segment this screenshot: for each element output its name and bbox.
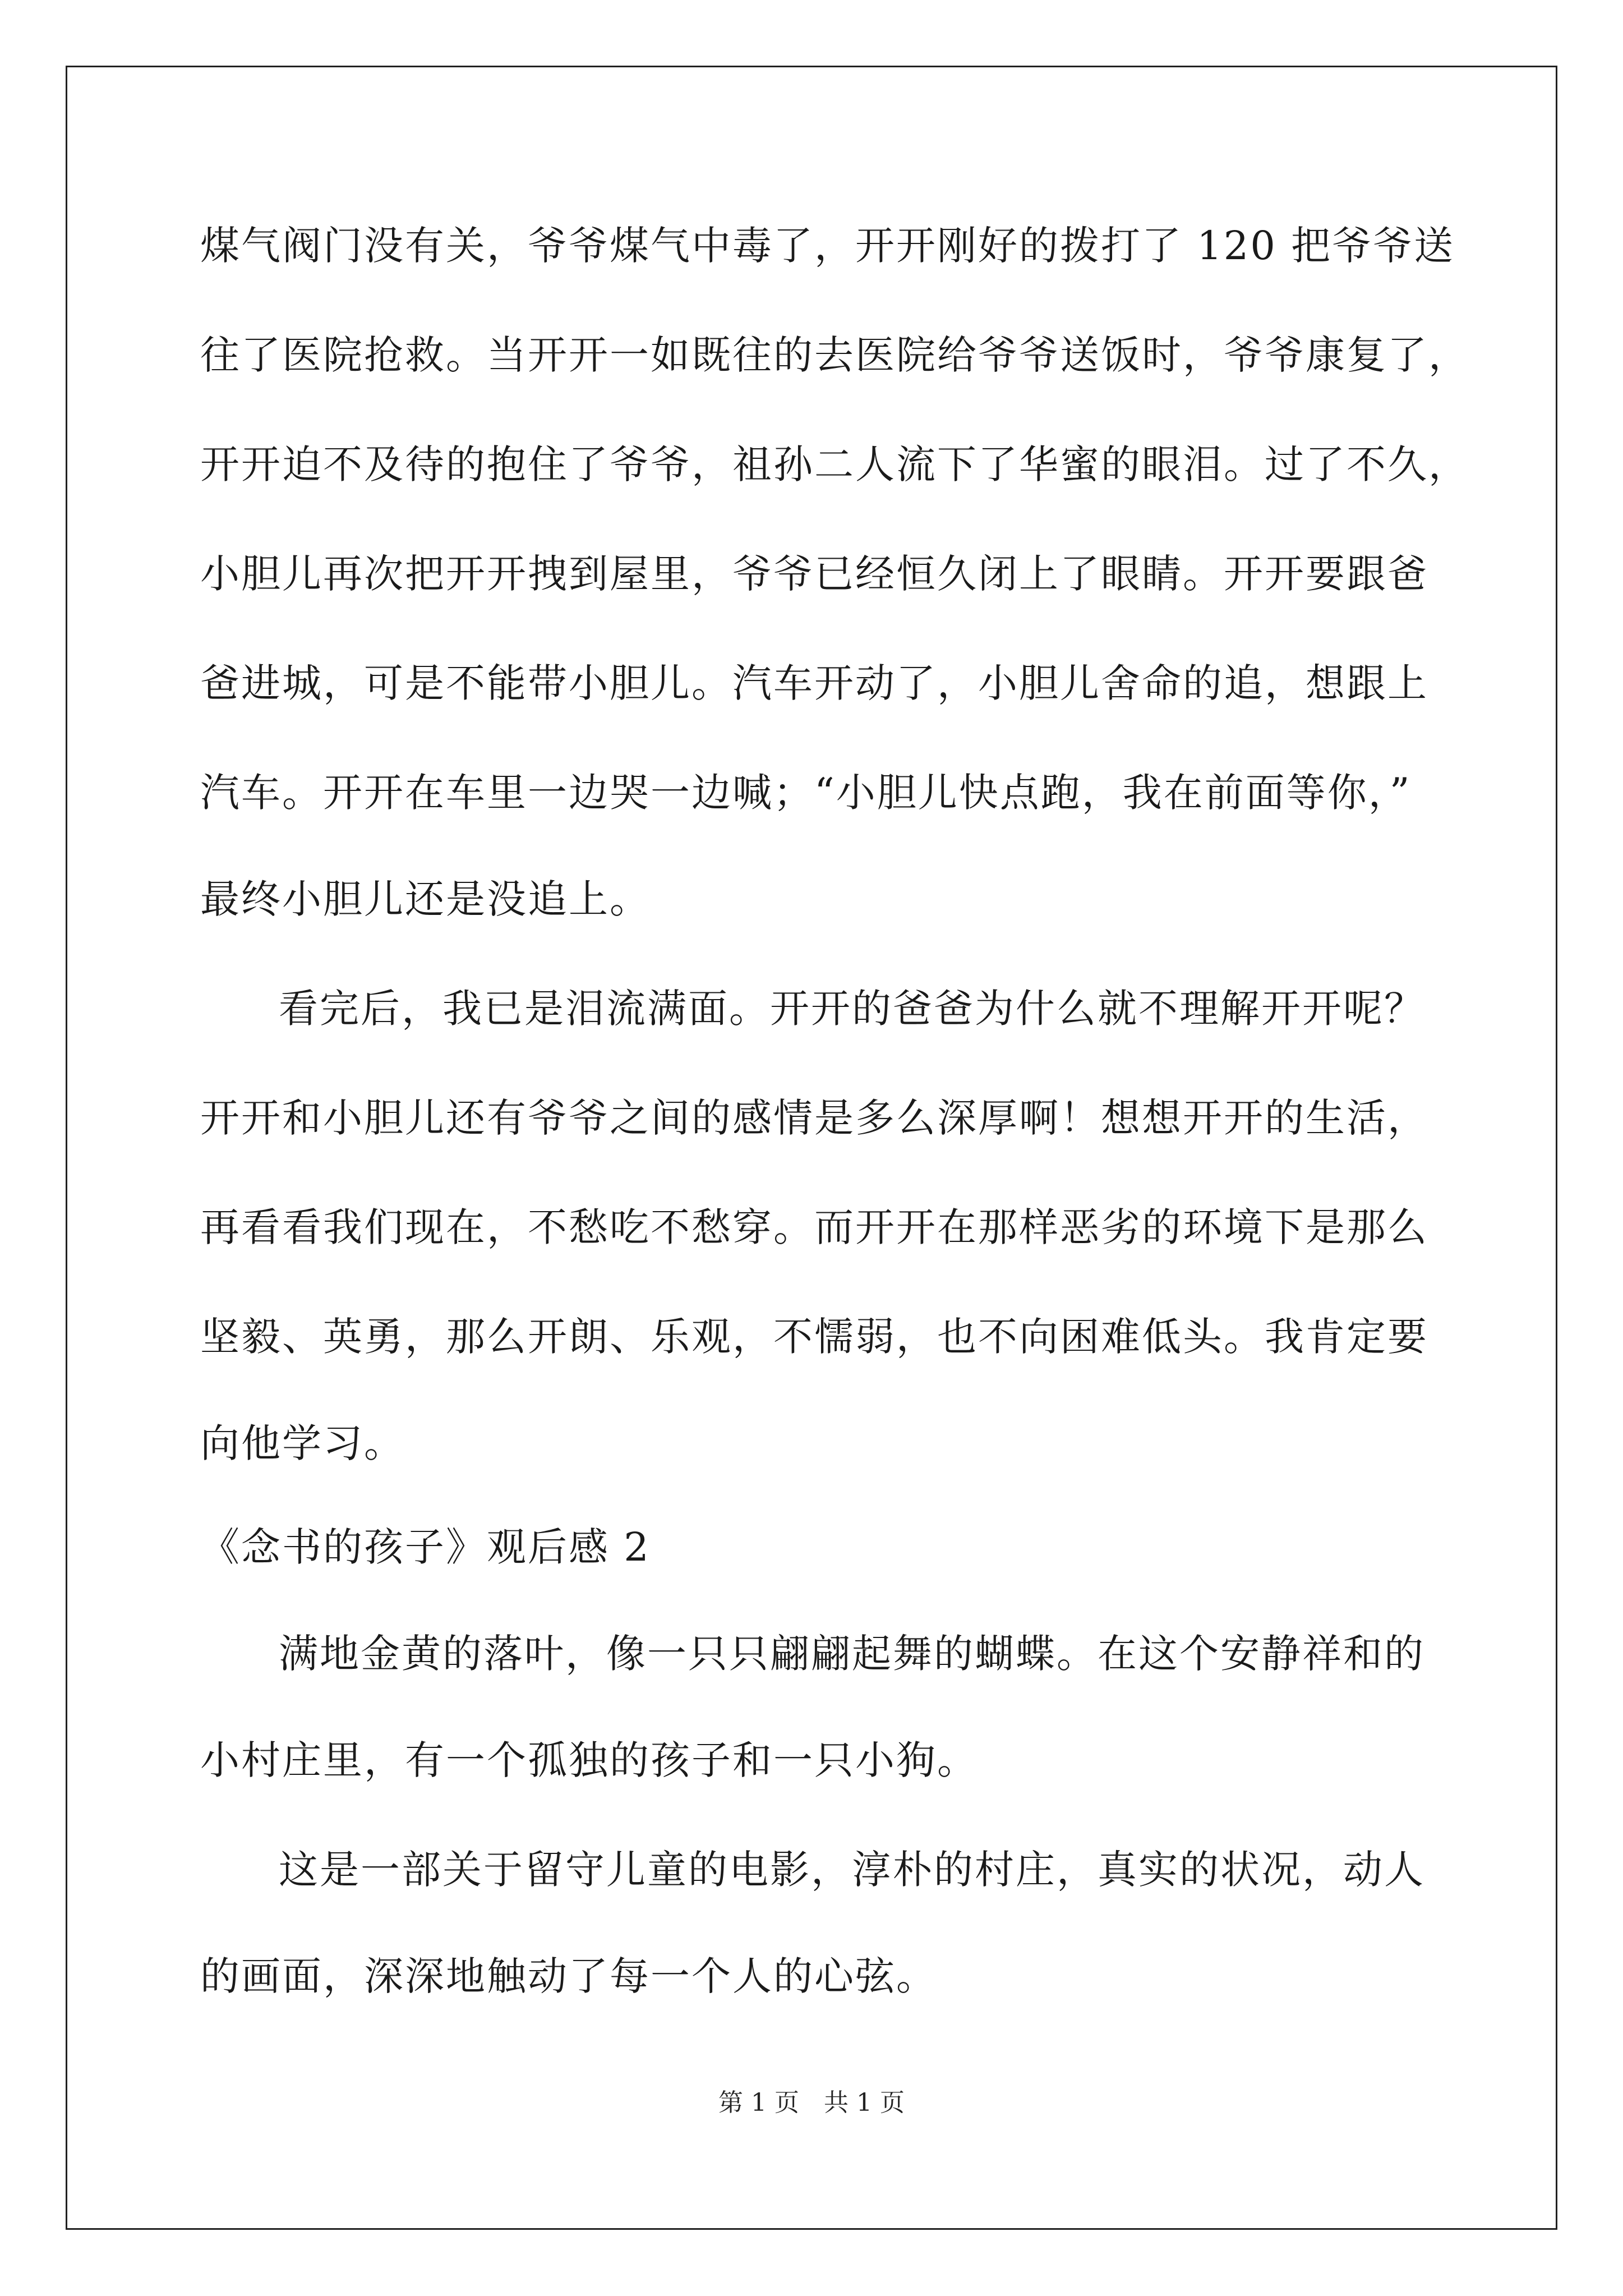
text-line: 爸进城，可是不能带小胆儿。汽车开动了，小胆儿舍命的追，想跟上 (200, 660, 1428, 706)
paragraph-start-line: 看完后，我已是泪流满面。开开的爸爸为什么就不理解开开呢？ (279, 986, 1425, 1032)
text-line: 坚毅、英勇，那么开朗、乐观，不懦弱，也不向困难低头。我肯定要 (200, 1314, 1428, 1360)
page-border (66, 66, 1557, 2230)
text-line: 的画面，深深地触动了每一个人的心弦。 (200, 1953, 937, 1999)
text-line: 往了医院抢救。当开开一如既往的去医院给爷爷送饭时，爷爷康复了， (200, 332, 1469, 378)
text-line: 最终小胆儿还是没追上。 (200, 876, 651, 922)
text-line: 煤气阀门没有关，爷爷煤气中毒了，开开刚好的拨打了 120 把爷爷送 (200, 223, 1455, 269)
text-line: 小村庄里，有一个孤独的孩子和一只小狗。 (200, 1737, 978, 1783)
text-line: 汽车。开开在车里一边哭一边喊；“小胆儿快点跑，我在前面等你，” (200, 770, 1412, 816)
paragraph-start-line: 满地金黄的落叶，像一只只翩翩起舞的蝴蝶。在这个安静祥和的 (279, 1631, 1425, 1677)
section-heading: 《念书的孩子》观后感 2 (200, 1524, 651, 1570)
page-footer: 第 1 页 共 1 页 (718, 2088, 905, 2117)
text-line: 开开和小胆儿还有爷爷之间的感情是多么深厚啊！想想开开的生活， (200, 1095, 1428, 1141)
paragraph-start-line: 这是一部关于留守儿童的电影，淳朴的村庄，真实的状况，动人 (279, 1847, 1425, 1893)
text-line: 向他学习。 (200, 1420, 405, 1466)
text-line: 小胆儿再次把开开拽到屋里，爷爷已经恒久闭上了眼睛。开开要跟爸 (200, 551, 1428, 597)
text-line: 再看看我们现在，不愁吃不愁穿。而开开在那样恶劣的环境下是那么 (200, 1204, 1428, 1250)
text-line: 开开迫不及待的抱住了爷爷，祖孙二人流下了华蜜的眼泪。过了不久， (200, 441, 1469, 487)
